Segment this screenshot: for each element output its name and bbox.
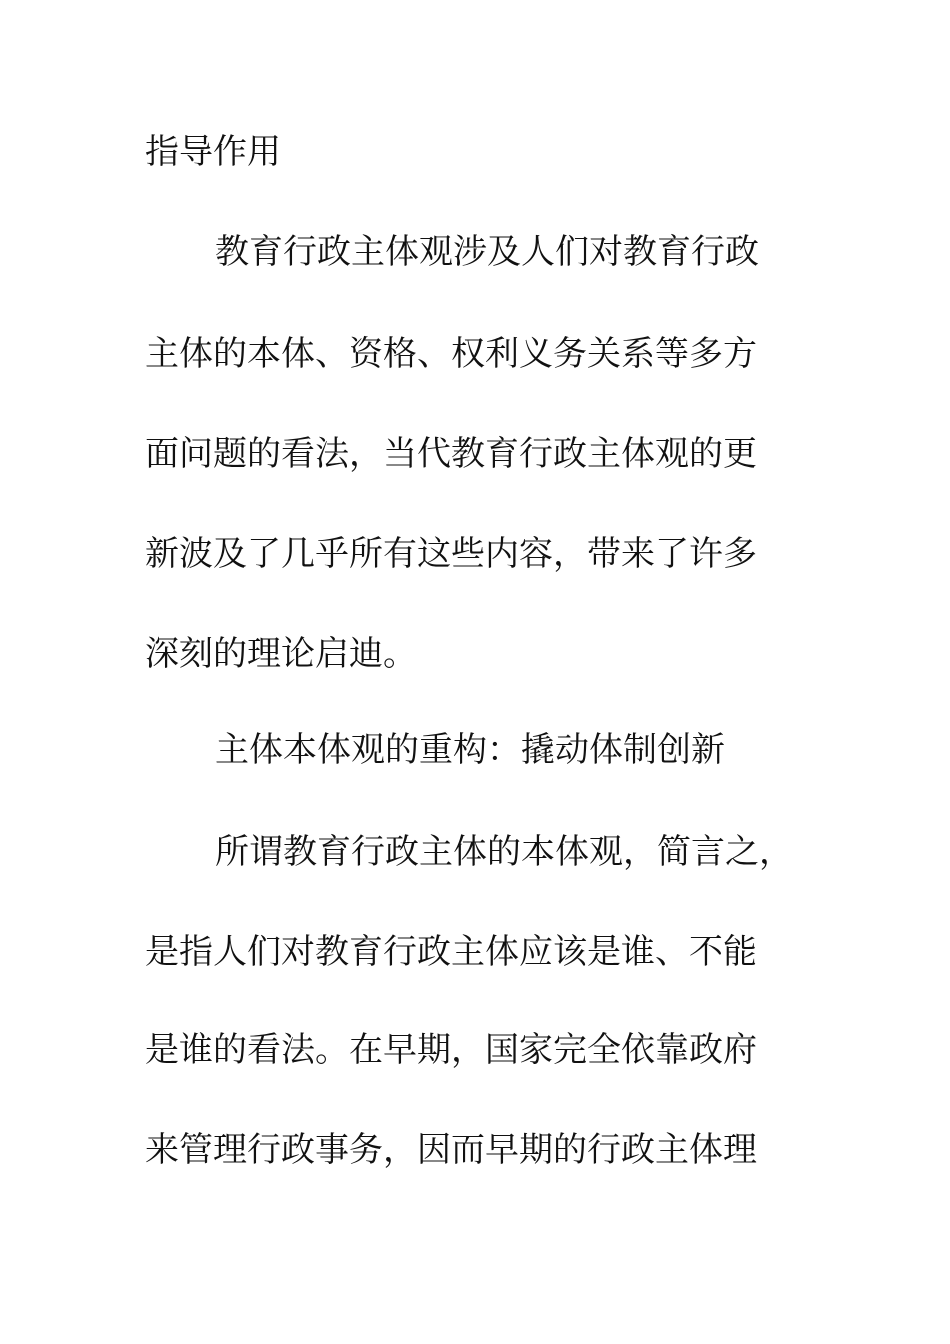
- section-heading: 主体本体观的重构：撬动体制创新: [215, 730, 725, 770]
- text-line-4: 面问题的看法，当代教育行政主体观的更: [145, 434, 757, 474]
- text-line-9: 是指人们对教育行政主体应该是谁、不能: [145, 932, 757, 972]
- text-line-1: 指导作用: [145, 132, 281, 172]
- text-line-10: 是谁的看法。在早期，国家完全依靠政府: [145, 1030, 757, 1070]
- text-line-3: 主体的本体、资格、权利义务关系等多方: [145, 334, 757, 374]
- text-line-6: 深刻的理论启迪。: [145, 634, 417, 674]
- text-line-11: 来管理行政事务，因而早期的行政主体理: [145, 1130, 757, 1170]
- text-line-5: 新波及了几乎所有这些内容，带来了许多: [145, 534, 757, 574]
- text-line-2: 教育行政主体观涉及人们对教育行政: [215, 232, 759, 272]
- text-line-8: 所谓教育行政主体的本体观，简言之，: [215, 832, 793, 872]
